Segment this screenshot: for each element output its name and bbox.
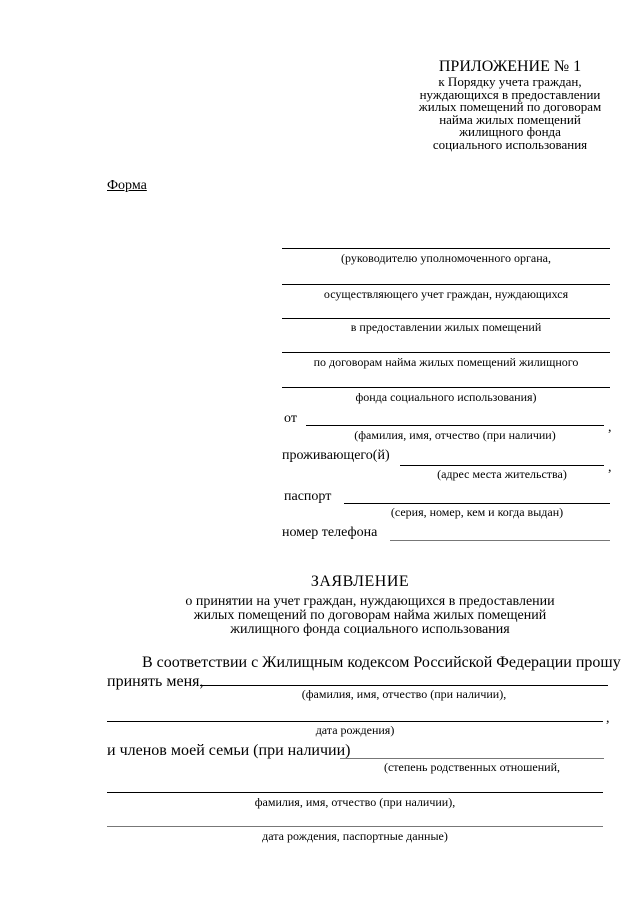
appendix-header xyxy=(390,58,630,151)
family-label: и членов моей семьи (при наличии) xyxy=(107,742,351,759)
from-line[interactable] xyxy=(306,425,604,426)
caption-family-birth: дата рождения, паспортные данные) xyxy=(262,829,448,843)
body-text-line-2: принять меня, xyxy=(107,673,204,690)
caption-relation: (степень родственных отношений, xyxy=(383,760,561,774)
statement-subtitle-2: жилых помещений по договорам найма жилых помещений xyxy=(193,608,547,623)
addressee-line-3[interactable] xyxy=(282,318,610,319)
addressee-line-2[interactable] xyxy=(282,284,610,285)
appendix-line: жилых помещений по договорам xyxy=(418,99,602,114)
addressee-line-1[interactable] xyxy=(282,248,610,249)
residing-line[interactable] xyxy=(400,465,604,466)
passport-line[interactable] xyxy=(344,503,610,504)
from-caption: (фамилия, имя, отчество (при наличии) xyxy=(354,428,556,442)
statement-subtitle-3: жилищного фонда социального использования xyxy=(230,622,510,637)
body-text-line-1: В соответствии с Жилищным кодексом Российской Федерации прошу xyxy=(142,654,621,671)
appendix-line: социального использования xyxy=(432,136,588,152)
addressee-line-5[interactable] xyxy=(282,387,610,388)
residing-comma: , xyxy=(608,460,612,475)
addressee-caption-5: фонда социального использования) xyxy=(355,390,537,404)
appendix-line: жилищного фонда xyxy=(459,124,561,139)
family-fio-line[interactable] xyxy=(107,792,603,793)
caption-birth: дата рождения) xyxy=(315,723,395,737)
residing-label: проживающего(й) xyxy=(282,448,390,463)
appendix-title: ПРИЛОЖЕНИЕ № 1 xyxy=(438,58,582,75)
appendix-line: нуждающихся в предоставлении xyxy=(419,86,601,102)
from-comma: , xyxy=(608,420,612,435)
residing-caption: (адрес места жительства) xyxy=(437,467,567,481)
family-birth-line[interactable] xyxy=(107,826,603,827)
form-label: Форма xyxy=(107,178,147,193)
applicant-fio-line[interactable] xyxy=(200,685,608,686)
caption-fio: (фамилия, имя, отчество (при наличии), xyxy=(301,687,507,701)
phone-label: номер телефона xyxy=(282,525,378,540)
statement-title: ЗАЯВЛЕНИЕ xyxy=(310,573,410,590)
addressee-caption-1: (руководителю уполномоченного органа, xyxy=(341,251,551,265)
phone-line[interactable] xyxy=(390,540,610,541)
appendix-line: к Порядку учета граждан, xyxy=(438,74,582,89)
passport-caption: (серия, номер, кем и когда выдан) xyxy=(390,505,564,519)
family-relation-line[interactable] xyxy=(340,758,604,759)
applicant-birth-line[interactable] xyxy=(107,721,603,722)
caption-family-fio: фамилия, имя, отчество (при наличии), xyxy=(254,795,456,809)
birth-comma: , xyxy=(606,711,610,726)
addressee-caption-4: по договорам найма жилых помещений жилищного xyxy=(313,355,579,369)
from-label: от xyxy=(284,411,297,426)
addressee-caption-3: в предоставлении жилых помещений xyxy=(350,320,542,334)
statement-subtitle-1: о принятии на учет граждан, нуждающихся в предоставлении xyxy=(185,594,555,609)
addressee-line-4[interactable] xyxy=(282,352,610,353)
passport-label: паспорт xyxy=(284,489,332,504)
appendix-line: найма жилых помещений xyxy=(439,111,581,127)
addressee-caption-2: осуществляющего учет граждан, нуждающихся xyxy=(323,287,569,301)
